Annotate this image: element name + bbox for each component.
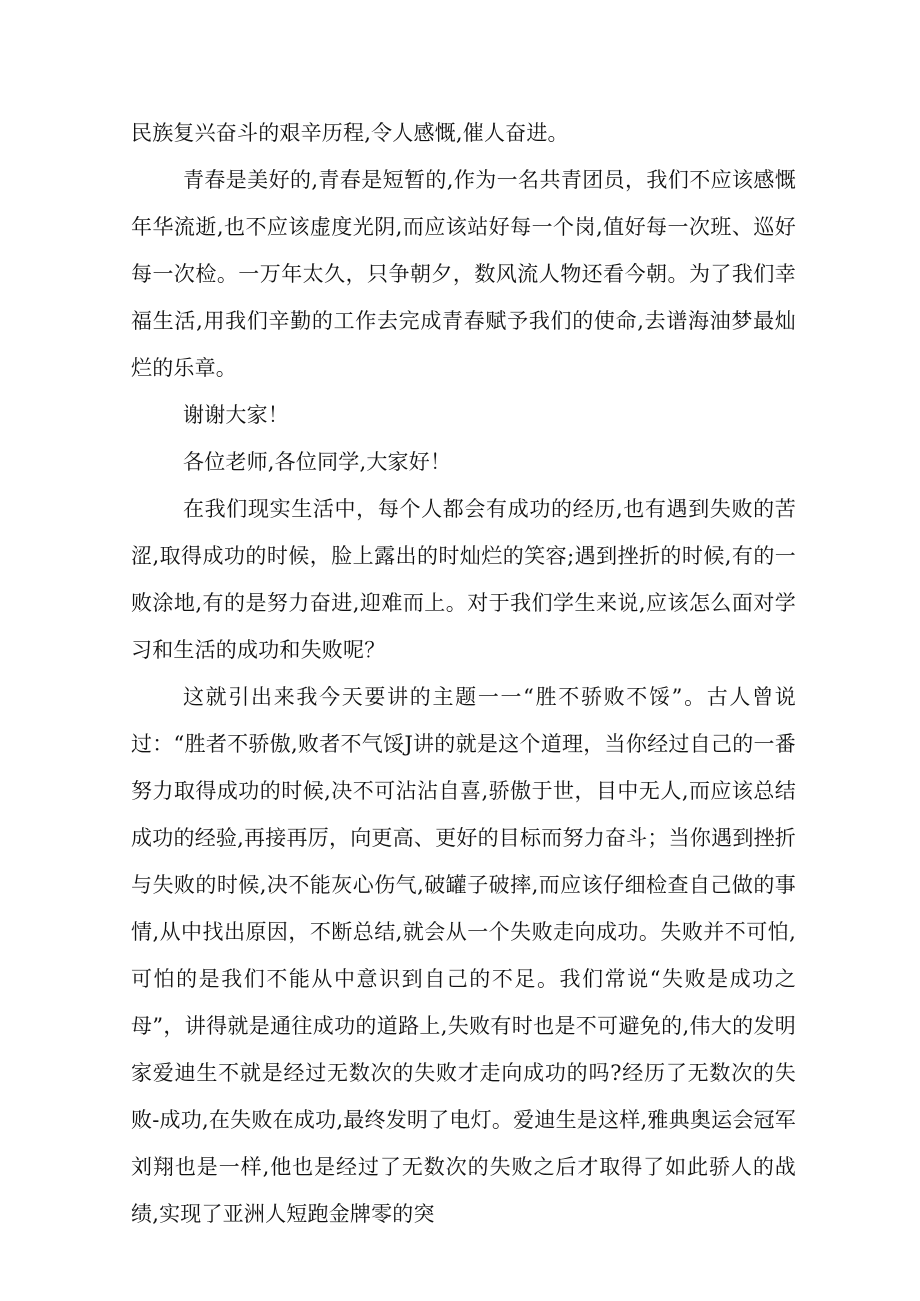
document-body bbox=[131, 110, 796, 1238]
paragraph-5: 在我们现实生活中，每个人都会有成功的经历,也有遇到失败的苦涩,取得成功的时候，脸上露出的时灿烂的笑容;遇到挫折的时候,有的一败涂地,有的是努力奋进,迎难而上。对于我们学生来说,应该怎么面对学习和生活的成功和失败呢？ bbox=[131, 497, 796, 662]
paragraph-6: 这就引出来我今天要讲的主题一一“胜不骄败不馁”。古人曾说过：“胜者不骄傲,败者不气馁J讲的就是这个道理，当你经过自己的一番努力取得成功的时候,决不可沾沾自喜,骄傲于世，目中无人,而应该总结成功的经验,再接再厉，向更高、更好的目标而努力奋斗；当你遇到挫折与失败的时候,决不能灰心伤气,破罐子破摔,而应该仔细检查自己做的事情,从中找出原因，不断总结,就会从一个失败走向成功。失败并不可怕,可怕的是我们不能从中意识到自己的不足。我们常说“失败是成功之母”，讲得就是通往成功的道路上,失败有时也是不可避免的,伟大的发明家爱迪生不就是经过无数次的失败才走向成功的吗?经历了无数次的失败-成功,在失败在成功,最终发明了电灯。爱迪生是这样,雅典奥运会冠军刘翔也是一样,他也是经过了无数次的失败之后才取得了如此骄人的战绩,实现了亚洲人短跑金牌零的突 bbox=[131, 685, 796, 1226]
paragraph-3: 谢谢大家！ bbox=[183, 403, 289, 427]
paragraph-4: 各位老师,各位同学,大家好！ bbox=[183, 450, 452, 474]
paragraph-1: 民族复兴奋斗的艰辛历程,令人感慨,催人奋进。 bbox=[131, 121, 569, 145]
paragraph-2: 青春是美好的,青春是短暂的,作为一名共青团员，我们不应该感慨年华流逝,也不应该虚度光阴,而应该站好每一个岗,值好每一次班、巡好每一次检。一万年太久，只争朝夕，数风流人物还看今朝。为了我们幸福生活,用我们辛勤的工作去完成青春赋予我们的使命,去谱海油梦最灿烂的乐章。 bbox=[131, 168, 796, 380]
